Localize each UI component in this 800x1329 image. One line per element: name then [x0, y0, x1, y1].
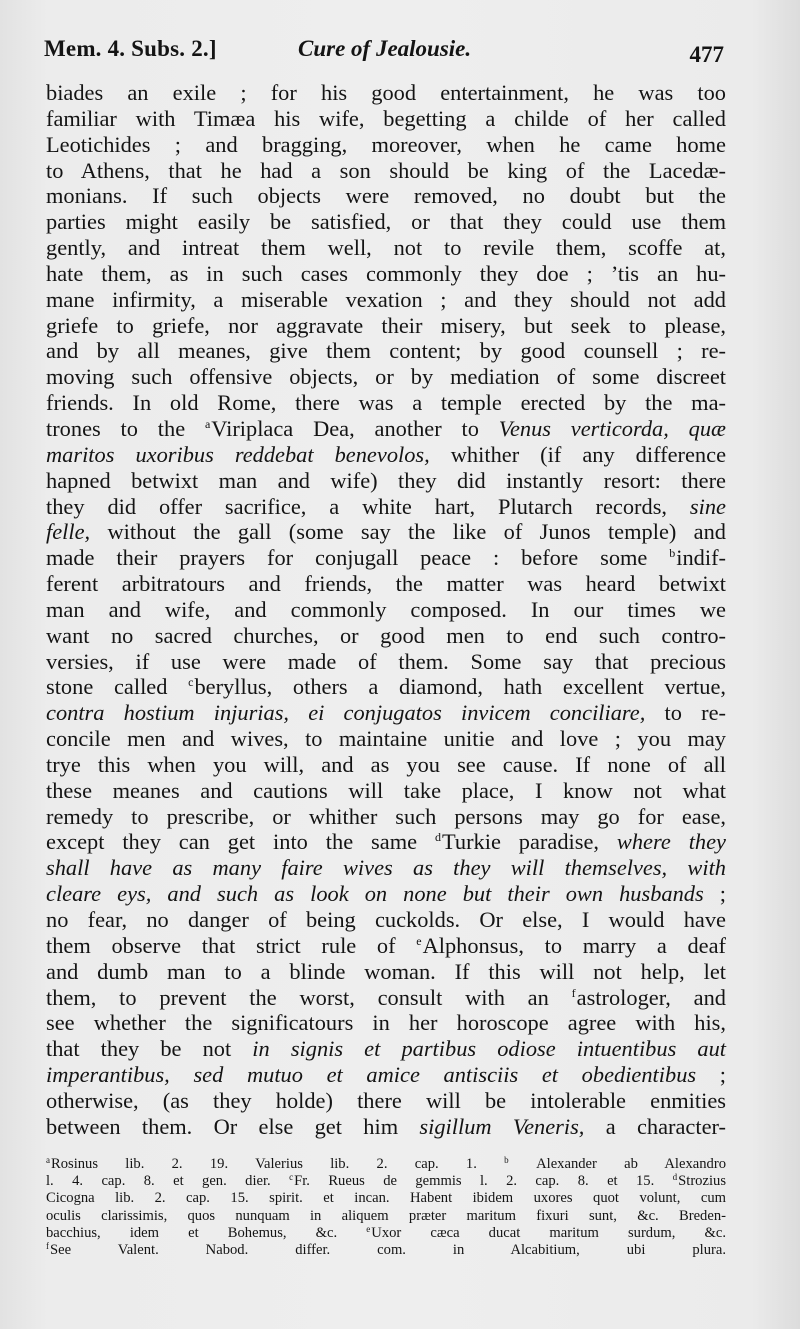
text-run: to Athens, that he had a son should be king of the Lacedæ- [46, 157, 726, 183]
text-line [46, 468, 726, 494]
text-run: Leotichides ; and bragging, moreover, when he came home [46, 131, 726, 157]
text-line [46, 829, 726, 855]
text-run: oculis clarissimis, quos nunquam in aliquem præter maritum fixuri sunt, &c. Breden- [46, 1207, 726, 1224]
footnote-marker: f [46, 1240, 49, 1251]
text-run: See Valent. Nabod. differ. com. in Alcabitium, ubi plura. [50, 1241, 726, 1258]
text-line [46, 494, 726, 520]
footnote-marker: b [669, 546, 676, 561]
text-line [46, 80, 726, 106]
text-run: ; [696, 1062, 726, 1088]
text-line [46, 597, 726, 623]
footnote-marker: e [416, 933, 422, 948]
text-line [46, 261, 726, 287]
text-run: friends. In old Rome, there was a temple erected by the ma- [46, 390, 726, 416]
text-line [46, 778, 726, 804]
text-line [46, 390, 726, 416]
italic-text: shall have as many faire wives as they will themselves, with [46, 855, 726, 881]
text-line [46, 545, 726, 571]
text-line [46, 752, 726, 778]
text-run: biades an exile ; for his good entertainment, he was too [46, 80, 726, 105]
footnote-marker: b [504, 1155, 509, 1165]
text-run: to re- [645, 700, 726, 726]
text-line [46, 1088, 726, 1114]
text-run: and by all meanes, give them content; by good counsell ; re- [46, 338, 726, 364]
text-line [46, 726, 726, 752]
footnote-marker: f [571, 985, 576, 1000]
text-run: hapned betwixt man and wife) they did instantly resort: there [46, 467, 726, 493]
text-run: no fear, no danger of being cuckolds. Or else, I would have [46, 907, 726, 932]
text-line [46, 959, 726, 985]
italic-text: cleare eys, and such as look on none but their own husbands [46, 881, 704, 907]
italic-text: contra hostium injurias, ei conjugatos invicem conciliare, [46, 700, 646, 726]
footnotes [46, 1156, 726, 1259]
text-run: griefe to griefe, nor aggravate their misery, but seek to please, [46, 312, 726, 338]
text-line [46, 235, 726, 261]
text-line [46, 571, 726, 597]
footnote-marker: d [672, 1172, 678, 1183]
text-run: see whether the significatours in her horoscope agree with his, [46, 1010, 726, 1036]
text-line [46, 442, 726, 468]
text-run: Cicogna lib. 2. cap. 15. spirit. et incan. Habent ibidem uxores quot volunt, cum [46, 1190, 726, 1207]
text-run: bacchius, idem et Bohemus, &c. [46, 1224, 367, 1241]
text-line [46, 623, 726, 649]
text-line [46, 132, 726, 158]
text-run: hate them, as in such cases commonly they doe ; ’tis an hu- [46, 260, 726, 286]
text-run: they did offer sacrifice, a white hart, Plutarch records, [46, 493, 690, 519]
text-run: remedy to prescribe, or whither such persons may go for ease, [46, 803, 726, 829]
text-run: a character- [584, 1113, 726, 1139]
footnote-marker: c [188, 675, 194, 690]
italic-text: in signis et partibus odiose intuentibus aut [252, 1036, 726, 1062]
text-run: them, to prevent the worst, consult with an [46, 984, 572, 1010]
footnote-line [46, 1190, 726, 1207]
text-run: Alphonsus, to marry a deaf [422, 932, 726, 958]
text-run: concile men and wives, to maintaine unitie and love ; you may [46, 726, 726, 752]
text-run: Strozius [678, 1173, 726, 1190]
text-run: versies, if use were made of them. Some say that precious [46, 648, 726, 674]
text-line [46, 209, 726, 235]
text-run: made their prayers for conjugall peace : before some [46, 545, 670, 571]
text-run: mane infirmity, a miserable vexation ; and they should not add [46, 286, 726, 312]
text-run: otherwise, (as they holde) there will be intolerable enmities [46, 1087, 726, 1113]
text-line [46, 158, 726, 184]
text-run: Alexander ab Alexandro [509, 1156, 726, 1172]
italic-text: felle, [46, 519, 91, 545]
text-run: these meanes and cautions will take place, I know not what [46, 777, 726, 803]
text-run: without the gall (some say the like of Junos temple) and [90, 519, 726, 545]
text-line [46, 649, 726, 675]
italic-text: imperantibus, sed mutuo et amice antisciis et obedientibus [46, 1062, 697, 1088]
text-line [46, 338, 726, 364]
page-number: 477 [689, 42, 724, 67]
footnote-marker: a [204, 416, 211, 431]
text-run: whither (if any difference [429, 441, 727, 467]
footnote-marker: a [46, 1155, 50, 1165]
footnote-marker: d [434, 830, 441, 845]
text-run: familiar with Timæa his wife, begetting a childe of her called [46, 105, 726, 131]
text-line [46, 1062, 726, 1088]
text-run: them observe that strict rule of [46, 932, 417, 958]
text-line [46, 364, 726, 390]
text-line [46, 855, 726, 881]
text-run: between them. Or else get him [46, 1113, 420, 1139]
text-run: moving such offensive objects, or by mediation of some discreet [46, 364, 726, 390]
text-line [46, 700, 726, 726]
footnote-line [46, 1242, 726, 1259]
italic-text: sine [689, 493, 726, 519]
text-run: monians. If such objects were removed, no doubt but the [46, 183, 726, 209]
text-run: Uxor cæca ducat maritum surdum, &c. [371, 1224, 726, 1241]
italic-text: maritos uxoribus reddebat benevolos, [46, 441, 430, 467]
text-run: trye this when you will, and as you see cause. If none of all [46, 751, 726, 777]
text-line [46, 985, 726, 1011]
text-line [46, 519, 726, 545]
text-run: Rosinus lib. 2. 19. Valerius lib. 2. cap. 1. [51, 1156, 505, 1172]
italic-text: sigillum Veneris, [419, 1113, 585, 1139]
footnote-line [46, 1156, 726, 1173]
text-run: ferent arbitratours and friends, the matter was heard betwixt [46, 571, 726, 597]
text-line [46, 106, 726, 132]
text-run: l. 4. cap. 8. et gen. dier. [46, 1173, 290, 1190]
text-run: Turkie paradise, [441, 829, 617, 855]
text-line [46, 416, 726, 442]
running-header [44, 32, 724, 72]
text-line [46, 1114, 726, 1140]
text-run: gently, and intreat them well, not to revile them, scoffe at, [46, 235, 726, 261]
text-line [46, 1010, 726, 1036]
text-run: man and wife, and commonly composed. In our times we [46, 596, 726, 622]
text-line [46, 287, 726, 313]
text-run: astrologer, and [576, 984, 726, 1010]
footnote-marker: e [366, 1223, 371, 1234]
text-run: Fr. Rueus de gemmis l. 2. cap. 8. et 15. [294, 1173, 673, 1190]
text-run: that they be not [46, 1036, 253, 1062]
text-run: trones to the [46, 415, 205, 441]
footnote-line [46, 1225, 726, 1242]
italic-text: where they [616, 829, 726, 855]
footnote-marker: c [289, 1172, 294, 1183]
section-reference: Mem. 4. Subs. 2.] [44, 36, 217, 61]
text-run: beryllus, others a diamond, hath excellent vertue, [194, 674, 726, 700]
running-title: Cure of Jealousie. [298, 36, 472, 61]
text-line [46, 881, 726, 907]
text-line [46, 674, 726, 700]
text-line [46, 1036, 726, 1062]
footnote-line [46, 1208, 726, 1225]
text-run: except they can get into the same [46, 829, 435, 855]
text-line [46, 804, 726, 830]
italic-text: Venus verticorda, quæ [498, 415, 726, 441]
text-line [46, 313, 726, 339]
text-run: Viriplaca Dea, another to [211, 415, 499, 441]
text-run: stone called [46, 674, 189, 700]
text-line [46, 183, 726, 209]
text-run: indif- [676, 545, 726, 571]
text-run: and dumb man to a blinde woman. If this will not help, let [46, 958, 726, 984]
body-text [46, 80, 726, 1140]
text-line [46, 907, 726, 933]
text-run: want no sacred churches, or good men to end such contro- [46, 622, 726, 648]
text-line [46, 933, 726, 959]
text-run: ; [703, 881, 726, 907]
footnote-line [46, 1173, 726, 1190]
text-run: parties might easily be satisfied, or that they could use them [46, 209, 726, 235]
